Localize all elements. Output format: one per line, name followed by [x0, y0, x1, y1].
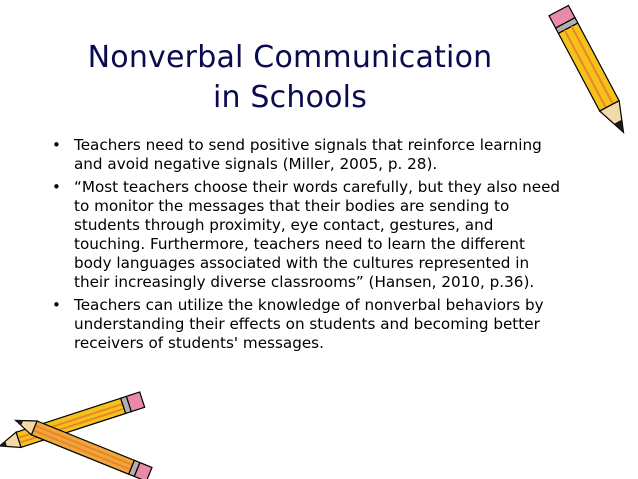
- pencils-clipart-icon: [0, 389, 170, 479]
- bullet-item: [46, 178, 566, 292]
- bullet-item: [46, 296, 566, 353]
- title-line-2: in Schools: [212, 80, 368, 115]
- bullet-item: [46, 136, 566, 174]
- bullet-list: [46, 136, 566, 357]
- bullet-marker: •: [52, 178, 61, 196]
- bullet-text: Teachers need to send positive signals that reinforce learning and avoid negative signals (Miller, 2005, p. 28).: [74, 136, 542, 173]
- bullet-marker: •: [52, 296, 61, 314]
- bullet-marker: •: [52, 136, 61, 154]
- bullet-text: “Most teachers choose their words carefully, but they also need to monitor the messages that their bodies are sending to students through proximity, eye contact, gestures, and touching. Furthermore, teachers need to learn the different body languages associated with the cultures represented in their increasingly diverse classrooms” (Hansen, 2010, p.36).: [74, 178, 561, 291]
- pencil-clipart-icon: [548, 0, 638, 150]
- slide-title: [60, 38, 520, 118]
- bullet-text: Teachers can utilize the knowledge of nonverbal behaviors by understanding their effects on students and becoming better receivers of students' messages.: [74, 296, 544, 352]
- title-line-1: Nonverbal Communication: [87, 40, 493, 75]
